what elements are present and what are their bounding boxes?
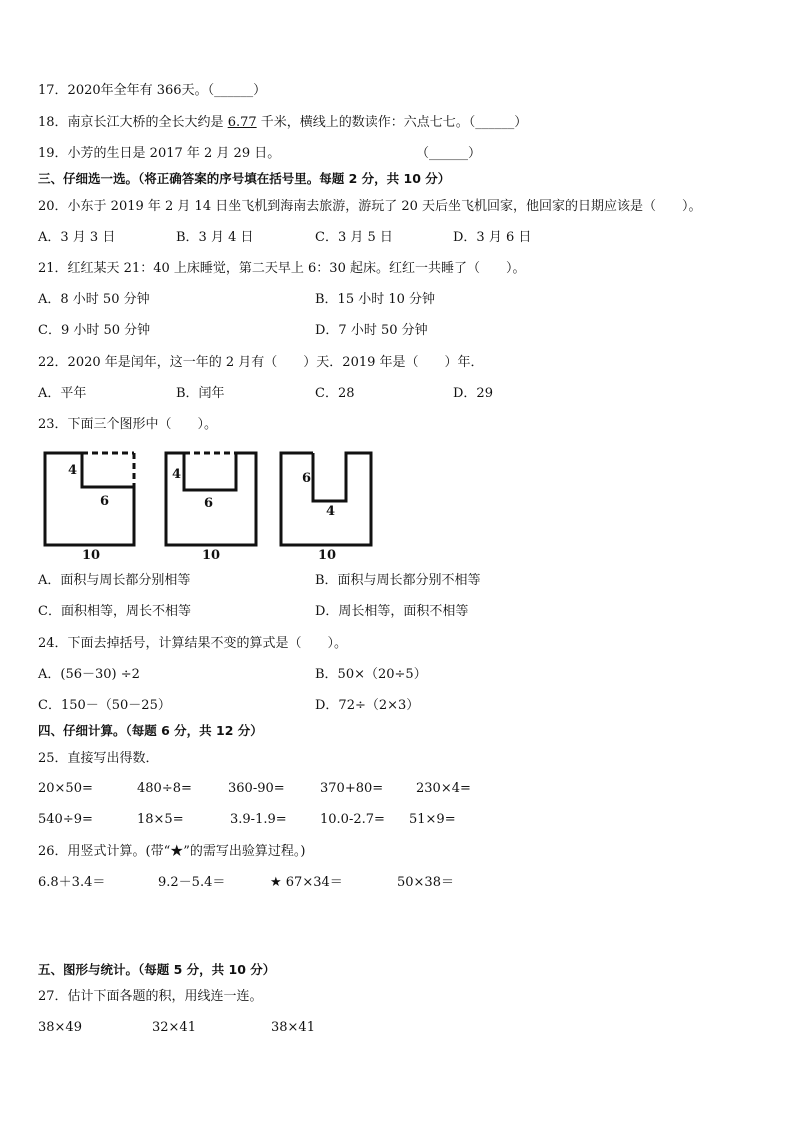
- question-24-stem: 24．下面去掉括号，计算结果不变的算式是（ ）。: [38, 636, 348, 651]
- q22-option-d: D．29: [453, 386, 493, 401]
- figure-3-inner-label: 4: [326, 504, 336, 519]
- q25-item: 51×9=: [409, 812, 456, 827]
- q25-item: 230×4=: [416, 781, 471, 796]
- question-23-stem: 23．下面三个图形中（ ）。: [38, 417, 218, 432]
- figure-1-left-label: 4: [68, 463, 78, 478]
- q24-option-d: D．72÷（2×3）: [315, 698, 420, 713]
- figure-2: [166, 453, 256, 563]
- q21-option-c: C．9 小时 50 分钟: [38, 323, 151, 338]
- q20-option-b: B．3 月 4 日: [176, 230, 254, 245]
- q26-item: ★ 67×34＝: [270, 875, 343, 890]
- q20-option-d: D．3 月 6 日: [453, 230, 532, 245]
- q23-option-d: D．周长相等，面积不相等: [315, 604, 469, 619]
- q25-item: 370+80=: [320, 781, 384, 796]
- q25-item: 480÷8=: [137, 781, 192, 796]
- question-17: [38, 82, 266, 100]
- figure-1-inner-label: 6: [100, 494, 110, 509]
- q25-item: 20×50=: [38, 781, 93, 796]
- figure-1-bottom-label: 10: [82, 548, 101, 563]
- question-27-stem: 27．估计下面各题的积，用线连一连。: [38, 989, 263, 1004]
- q19-answer-blank: （______）: [416, 146, 482, 161]
- section-5-heading: 五、图形与统计。（每题 5 分，共 10 分）: [38, 962, 276, 977]
- question-18: [38, 114, 527, 132]
- q25-item: 18×5=: [137, 812, 184, 827]
- q24-option-a: A．(56－30) ÷2: [38, 667, 140, 682]
- q24-option-b: B．50×（20÷5）: [315, 667, 427, 682]
- question-22-stem: 22．2020 年是闰年，这一年的 2 月有（ ）天．2019 年是（ ）年．: [38, 355, 484, 370]
- q20-option-c: C．3 月 5 日: [315, 230, 393, 245]
- question-21-stem: 21．红红某天 21：40 上床睡觉，第二天早上 6：30 起床。红红一共睡了（ ）。: [38, 261, 526, 276]
- q23-option-a: A．面积与周长都分别相等: [38, 573, 191, 588]
- q27-item: 32×41: [152, 1020, 196, 1035]
- figure-2-bottom-label: 10: [202, 548, 221, 563]
- question-26-stem: 26．用竖式计算。(带“★”的需写出验算过程。): [38, 844, 306, 859]
- q21-option-a: A．8 小时 50 分钟: [38, 292, 150, 307]
- q20-option-a: A．3 月 3 日: [38, 230, 116, 245]
- q17-text: 17．2020年全年有 366天。（______）: [38, 83, 267, 98]
- q25-item: 540÷9=: [38, 812, 93, 827]
- q24-option-c: C．150－（50－25）: [38, 698, 171, 713]
- q22-option-a: A．平年: [38, 386, 87, 401]
- q25-item: 360-90=: [228, 781, 285, 796]
- q21-option-b: B．15 小时 10 分钟: [315, 292, 436, 307]
- q25-item: 3.9-1.9=: [230, 812, 287, 827]
- q27-item: 38×41: [271, 1020, 315, 1035]
- q22-option-b: B．闰年: [176, 386, 225, 401]
- q23-option-c: C．面积相等，周长不相等: [38, 604, 191, 619]
- figure-1: [45, 453, 134, 563]
- q26-item: 6.8＋3.4＝: [38, 875, 106, 890]
- figure-2-inner-label: 6: [204, 496, 214, 511]
- question-25-stem: 25．直接写出得数．: [38, 751, 159, 766]
- q23-figures: [38, 445, 388, 567]
- q18-text-post: 千米，横线上的数读作：六点七七。（______）: [256, 115, 528, 130]
- figure-3: [281, 453, 371, 563]
- figure-2-left-label: 4: [172, 467, 182, 482]
- figure-3-bottom-label: 10: [318, 548, 337, 563]
- question-19: [38, 145, 280, 163]
- q18-underlined-number: 6.77: [227, 115, 257, 130]
- q25-item: 10.0-2.7=: [320, 812, 385, 827]
- q19-text: 19．小芳的生日是 2017 年 2 月 29 日。: [38, 146, 281, 161]
- q21-option-d: D．7 小时 50 分钟: [315, 323, 428, 338]
- figure-3-left-label: 6: [302, 471, 312, 486]
- q18-text-pre: 18．南京长江大桥的全长大约是: [38, 115, 228, 130]
- section-3-heading: 三、仔细选一选。（将正确答案的序号填在括号里。每题 2 分，共 10 分）: [38, 171, 451, 186]
- section-4-heading: 四、仔细计算。（每题 6 分，共 12 分）: [38, 723, 263, 738]
- question-20-stem: 20．小东于 2019 年 2 月 14 日坐飞机到海南去旅游，游玩了 20 天后坐飞机回家，他回家的日期应该是（ ）。: [38, 199, 702, 214]
- q26-item: 50×38＝: [397, 875, 454, 890]
- q26-item: 9.2－5.4＝: [158, 875, 226, 890]
- q27-item: 38×49: [38, 1020, 82, 1035]
- q23-option-b: B．面积与周长都分别不相等: [315, 573, 481, 588]
- q22-option-c: C．28: [315, 386, 355, 401]
